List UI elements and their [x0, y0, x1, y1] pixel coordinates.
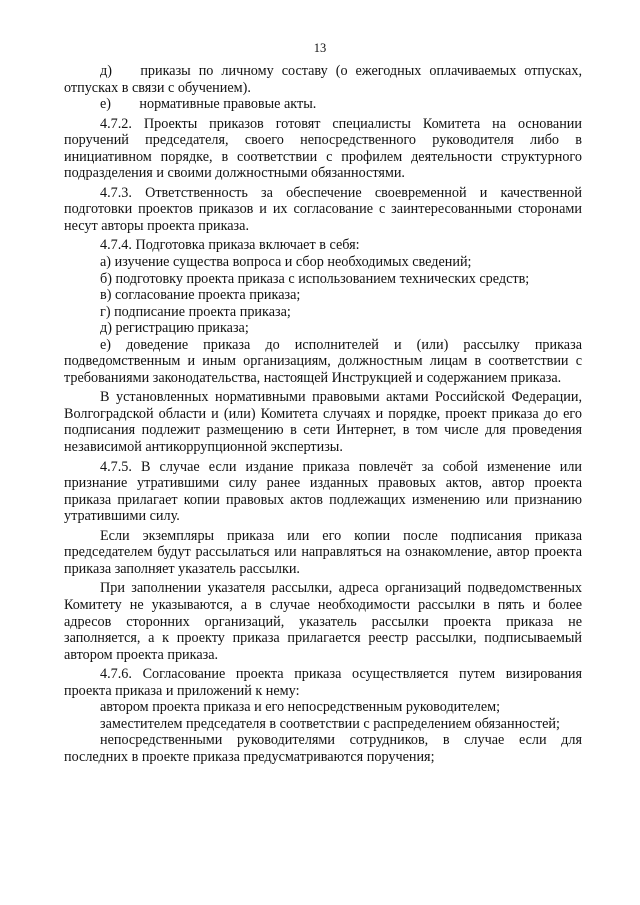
- paragraph-internet-publication: В установленных нормативными правовыми актами Российской Федерации, Волгоградской области и (или) Комитета случаях и порядке, проект приказа до его подписания подлежит размещению в сети Интернет, в том числе для проведения независимой антикоррупционной экспертизы.: [64, 389, 582, 456]
- paragraph-4-7-5: 4.7.5. В случае если издание приказа повлечёт за собой изменение или признание утратившими силу ранее изданных правовых актов, автор проекта приказа прилагает копии правовых актов подлежащих изменению или признанию утратившими силу.: [64, 458, 582, 525]
- document-body: [64, 63, 582, 765]
- paragraph-distribution-copies: Если экземпляры приказа или его копии после подписания приказа председателем будут рассылаться или направляться на ознакомление, автор проекта приказа заполняет указатель рассылки.: [64, 527, 582, 577]
- page-number: 13: [313, 41, 327, 55]
- list-item-g: г) подписание проекта приказа;: [100, 303, 291, 320]
- list-item-a: а) изучение существа вопроса и сбор необходимых сведений;: [100, 254, 472, 271]
- paragraph-distribution-pointer: При заполнении указателя рассылки, адреса организаций подведомственных Комитету не указываются, а в случае необходимости рассылки в пять и более адресов сторонних организаций, указатель рассылки проекта приказа не заполняется, а к проекту приказа прилагается реестр рассылки, подписываемый автором проекта приказа.: [64, 580, 582, 663]
- paragraph-4-7-4: 4.7.4. Подготовка приказа включает в себя:: [100, 237, 360, 254]
- approval-item-deputy: заместителем председателя в соответствии с распределением обязанностей;: [100, 715, 560, 732]
- paragraph-4-7-2: 4.7.2. Проекты приказов готовят специалисты Комитета на основании поручений председателя, своего непосредственного руководителя либо в инициативном порядке, в соответствии с профилем деятельности структурного подразделения и своими должностными обязанностями.: [64, 115, 582, 182]
- approval-item-supervisors: непосредственными руководителями сотрудников, в случае если для последних в проекте приказа предусматриваются поручения;: [64, 732, 582, 765]
- approval-item-author: автором проекта приказа и его непосредственным руководителем;: [100, 699, 501, 716]
- paragraph-e-normative-acts: е) нормативные правовые акты.: [100, 96, 317, 113]
- paragraph-4-7-3: 4.7.3. Ответственность за обеспечение своевременной и качественной подготовки проектов приказов и их согласование с заинтересованными сторонами несут авторы проекта приказа.: [64, 184, 582, 234]
- list-item-b: б) подготовку проекта приказа с использованием технических средств;: [100, 270, 530, 287]
- list-item-e: е) доведение приказа до исполнителей и (или) рассылку приказа подведомственным и иным организациям, должностным лицам в соответствии с требованиями законодательства, настоящей Инструкцией и содержанием приказа.: [64, 336, 582, 386]
- list-item-v: в) согласование проекта приказа;: [100, 287, 301, 304]
- paragraph-4-7-6: 4.7.6. Согласование проекта приказа осуществляется путем визирования проекта приказа и приложений к нему:: [64, 666, 582, 699]
- paragraph-d-personnel-orders: д) приказы по личному составу (о ежегодных оплачиваемых отпусках, отпусках в связи с обучением).: [64, 63, 582, 96]
- list-item-d: д) регистрацию приказа;: [100, 320, 249, 337]
